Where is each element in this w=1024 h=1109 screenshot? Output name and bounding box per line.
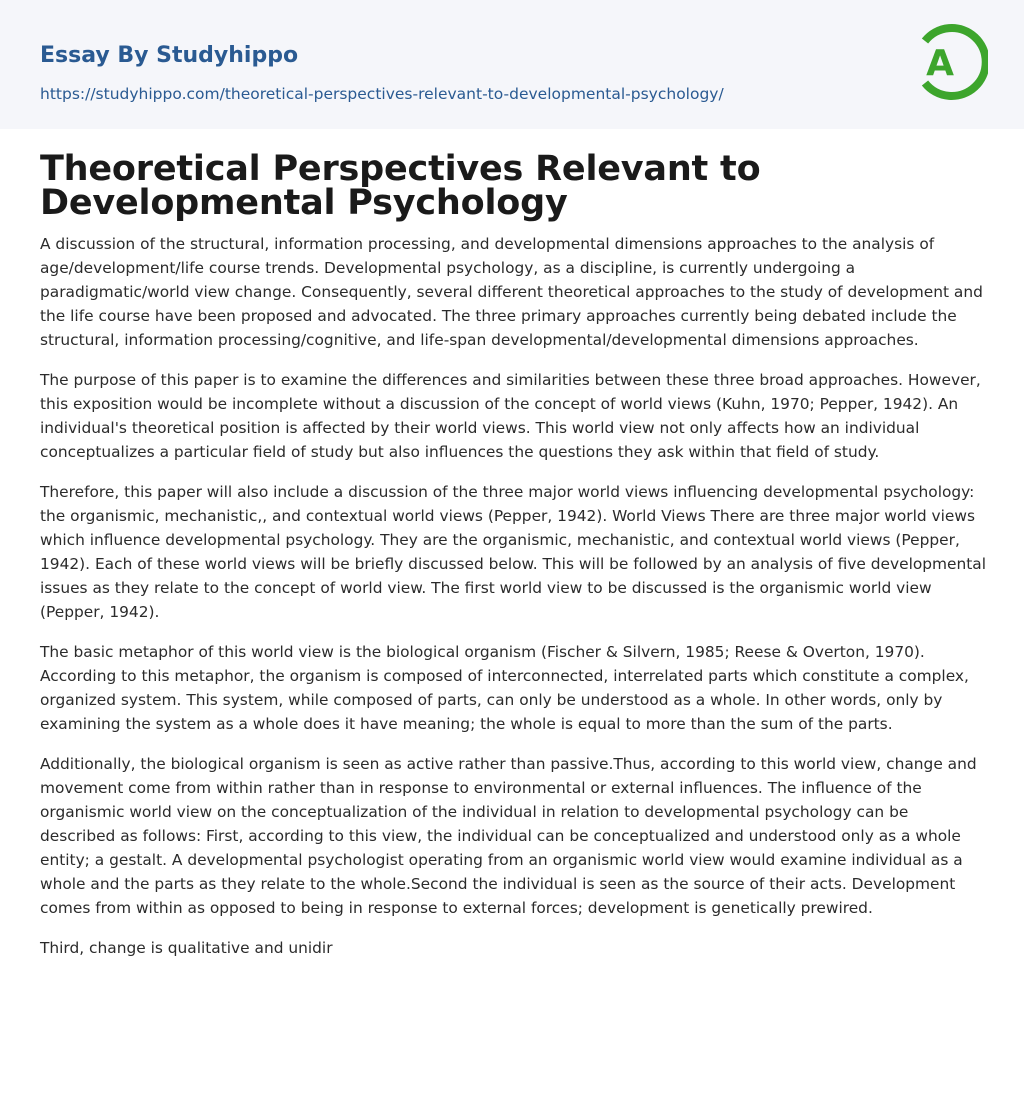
article-paragraph-5: Additionally, the biological organism is seen as active rather than passive.Thus, according to this world view, change and movement come from within rather than in response to environmental or external influences. The influence of the organismic world view on the conceptualization of the individual in relation to developmental psychology can be described as follows: First, according to this view, the individual can be conceptualized and understood only as a whole entity; a gestalt. A developmental psychologist operating from an organismic world view would examine individual as a whole and the parts as they relate to the whole.Second the individual is seen as the source of their acts. Development comes from within as opposed to being in response to external forces; development is genetically prewired. [40,755,977,917]
article-paragraph-1: A discussion of the structural, information processing, and developmental dimensions approaches to the analysis of age/development/life course trends. Developmental psychology, as a discipline, is currently undergoing a paradigmatic/world view change. Consequently, several different theoretical approaches to the study of development and the life course have been proposed and advocated. The three primary approaches currently being debated include the structural, information processing/cognitive, and life-span developmental/developmental dimensions approaches. [40,235,983,349]
studyhippo-logo-icon [912,18,988,106]
source-url-link[interactable]: https://studyhippo.com/theoretical-perspectives-relevant-to-developmental-psychology/ [40,85,724,103]
article-paragraph-2: The purpose of this paper is to examine the differences and similarities between these three broad approaches. However, this exposition would be incomplete without a discussion of the concept of world views (Kuhn, 1970; Pepper, 1942). An individual's theoretical position is affected by their world views. This world view not only affects how an individual conceptualizes a particular field of study but also influences the questions they ask within that field of study. [40,371,981,461]
site-header [0,0,1024,129]
article-content [40,149,986,976]
logo-letter: A [926,43,954,84]
page-title: Theoretical Perspectives Relevant to Developmental Psychology [40,149,761,223]
brand-title: Essay By Studyhippo [40,43,299,68]
article-paragraph-6: Third, change is qualitative and unidir [40,939,333,957]
article-paragraph-4: The basic metaphor of this world view is the biological organism (Fischer & Silvern, 1985; Reese & Overton, 1970). According to this metaphor, the organism is composed of interconnected, interrelated parts which constitute a complex, organized system. This system, while composed of parts, can only be understood as a whole. In other words, only by examining the system as a whole does it have meaning; the whole is equal to more than the sum of the parts. [40,643,969,733]
article-paragraph-3: Therefore, this paper will also include a discussion of the three major world views influencing developmental psychology: the organismic, mechanistic,, and contextual world views (Pepper, 1942). World Views There are three major world views which influence developmental psychology. They are the organismic, mechanistic, and contextual world views (Pepper, 1942). Each of these world views will be briefly discussed below. This will be followed by an analysis of five developmental issues as they relate to the concept of world view. The first world view to be discussed is the organismic world view (Pepper, 1942). [40,483,986,621]
